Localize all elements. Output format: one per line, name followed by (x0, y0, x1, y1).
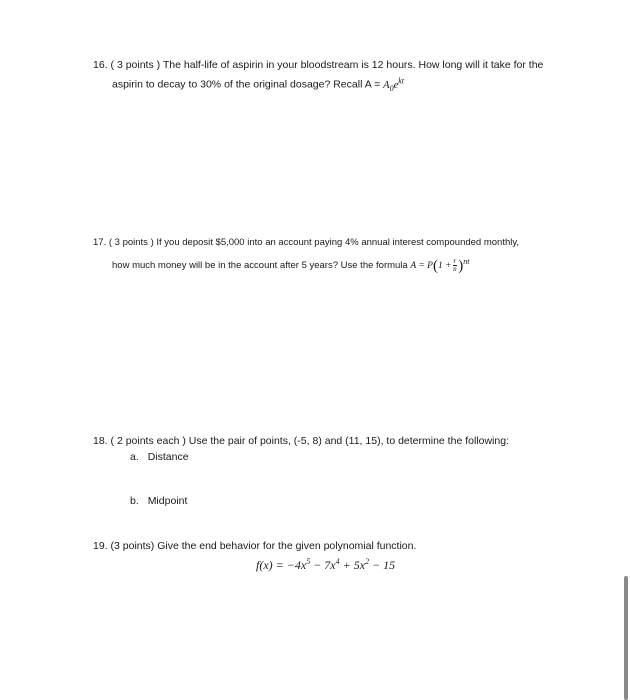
part-a-text: Distance (147, 451, 189, 463)
question-19 (93, 538, 563, 573)
question-19-text: Give the end behavior for the given polynomial function. (157, 540, 417, 552)
question-18-part-b (93, 493, 563, 509)
polynomial-function: $f(x) = -4x^5 - 7x^4 + 5x^2 - 15$ (256, 557, 396, 572)
question-19-line1 (93, 538, 563, 554)
question-18-number: 18. (93, 435, 108, 447)
question-17 (93, 235, 563, 274)
question-16-line2 (93, 73, 563, 97)
question-19-points: (3 points) (110, 540, 155, 552)
part-a-label: a. (130, 451, 139, 463)
question-16-line1 (93, 57, 563, 73)
question-17-points: ( 3 points ) (108, 237, 154, 248)
question-16-formula: $A_0e^{kt}$ (383, 76, 405, 93)
question-18 (93, 433, 563, 509)
question-17-formula: A = P(1 + $\frac{r}{n}$ )$^{nt}$ (410, 257, 470, 274)
vertical-scrollbar[interactable] (624, 576, 628, 700)
question-17-text2: how much money will be in the account after 5 years? Use the formula (112, 260, 408, 272)
rate-fraction: $\frac{r}{n}$ (453, 257, 457, 274)
question-18-part-a (93, 449, 563, 465)
question-16-number: 16. (93, 59, 108, 71)
question-17-text1: If you deposit $5,000 into an account paying 4% annual interest compounded monthly, (156, 237, 520, 248)
question-18-line1 (93, 433, 563, 449)
question-17-line2 (93, 254, 563, 274)
question-17-number: 17. (93, 237, 107, 248)
question-19-number: 19. (93, 540, 108, 552)
question-16-points: ( 3 points ) (110, 59, 161, 71)
question-18-text: Use the pair of points, (-5, 8) and (11, 15), to determine the following: (188, 435, 509, 447)
part-b-label: b. (130, 495, 139, 507)
question-16-text1: The half-life of aspirin in your bloodstream is 12 hours. How long will it take for the (162, 59, 544, 71)
question-16-text2: aspirin to decay to 30% of the original dosage? Recall A = (112, 78, 381, 91)
part-b-text: Midpoint (147, 495, 188, 507)
question-17-line1 (93, 235, 563, 251)
question-18-points: ( 2 points each ) (110, 435, 186, 447)
question-16 (93, 57, 563, 97)
